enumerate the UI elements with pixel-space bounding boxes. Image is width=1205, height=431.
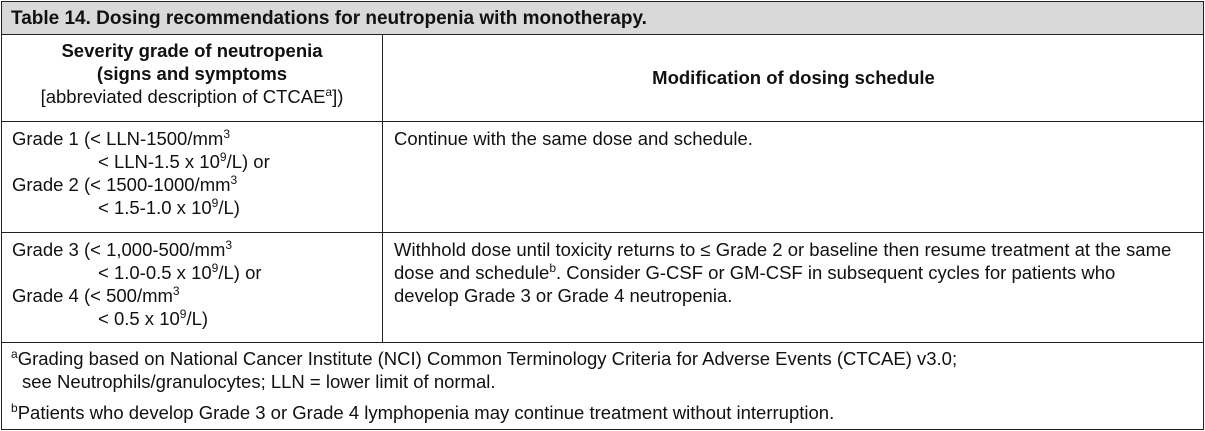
- header-divider: [2, 121, 1203, 122]
- grade-4-line1: Grade 4 (< $500/mm^3$: [12, 284, 180, 306]
- footnote-a-line1: $^a$Grading based on National Cancer Institute (NCI) Common Terminology Criteria for Adverse Events (CTCAE) v3.0;: [11, 347, 958, 369]
- grade-cell-row2: [12, 238, 377, 330]
- table-title: Table 14. Dosing recommendations for neutropenia with monotherapy.: [2, 2, 1203, 35]
- dosing-table: [1, 1, 1204, 430]
- grade-2-line1: Grade 2 (< $1500-1000/mm^3$: [12, 173, 238, 195]
- footnote-b: $^b$Patients who develop Grade 3 or Grade 4 lymphopenia may continue treatment without interruption.: [11, 401, 835, 423]
- row-divider: [2, 232, 1203, 233]
- grade-1-line1: Grade 1 (< LLN-$1500/mm^3$: [12, 127, 230, 149]
- footnote-a-line2: see Neutrophils/granulocytes; LLN = lower limit of normal.: [22, 371, 496, 392]
- grade-1-line2: < LLN-1.5 x $10^9/L$) or: [98, 150, 270, 172]
- severity-header: [2, 39, 382, 108]
- severity-header-line3: [abbreviated description of CTCAE$^a$]): [40, 85, 344, 107]
- footnote-a: [11, 347, 1197, 393]
- grade-cell-row1: [12, 127, 377, 219]
- column-divider: [382, 35, 383, 342]
- action-cell-row1: Continue with the same dose and schedule.: [394, 128, 753, 149]
- modification-header: Modification of dosing schedule: [652, 67, 935, 88]
- grade-2-line2: < 1.5-1.0 x $10^9/L$): [98, 196, 240, 218]
- grade-3-line1: Grade 3 (< $1,000-500/mm^3$: [12, 238, 233, 260]
- grade-4-line2: < 0.5 x $10^9/L$): [98, 307, 209, 329]
- footnote-divider: [2, 342, 1203, 343]
- severity-header-line1: Severity grade of neutropenia: [61, 40, 323, 61]
- action-cell-row2: Withhold dose until toxicity returns to ≤ Grade 2 or baseline then resume treatment at the same dose and schedule$^b$. Consider G-CSF or GM-CSF in subsequent cycles for patients who develop Grade 3 or Grade 4 neutropenia.: [394, 239, 1172, 306]
- grade-3-line2: < 1.0-0.5 x $10^9/L$) or: [98, 261, 262, 283]
- severity-header-line2: (signs and symptoms: [96, 63, 288, 84]
